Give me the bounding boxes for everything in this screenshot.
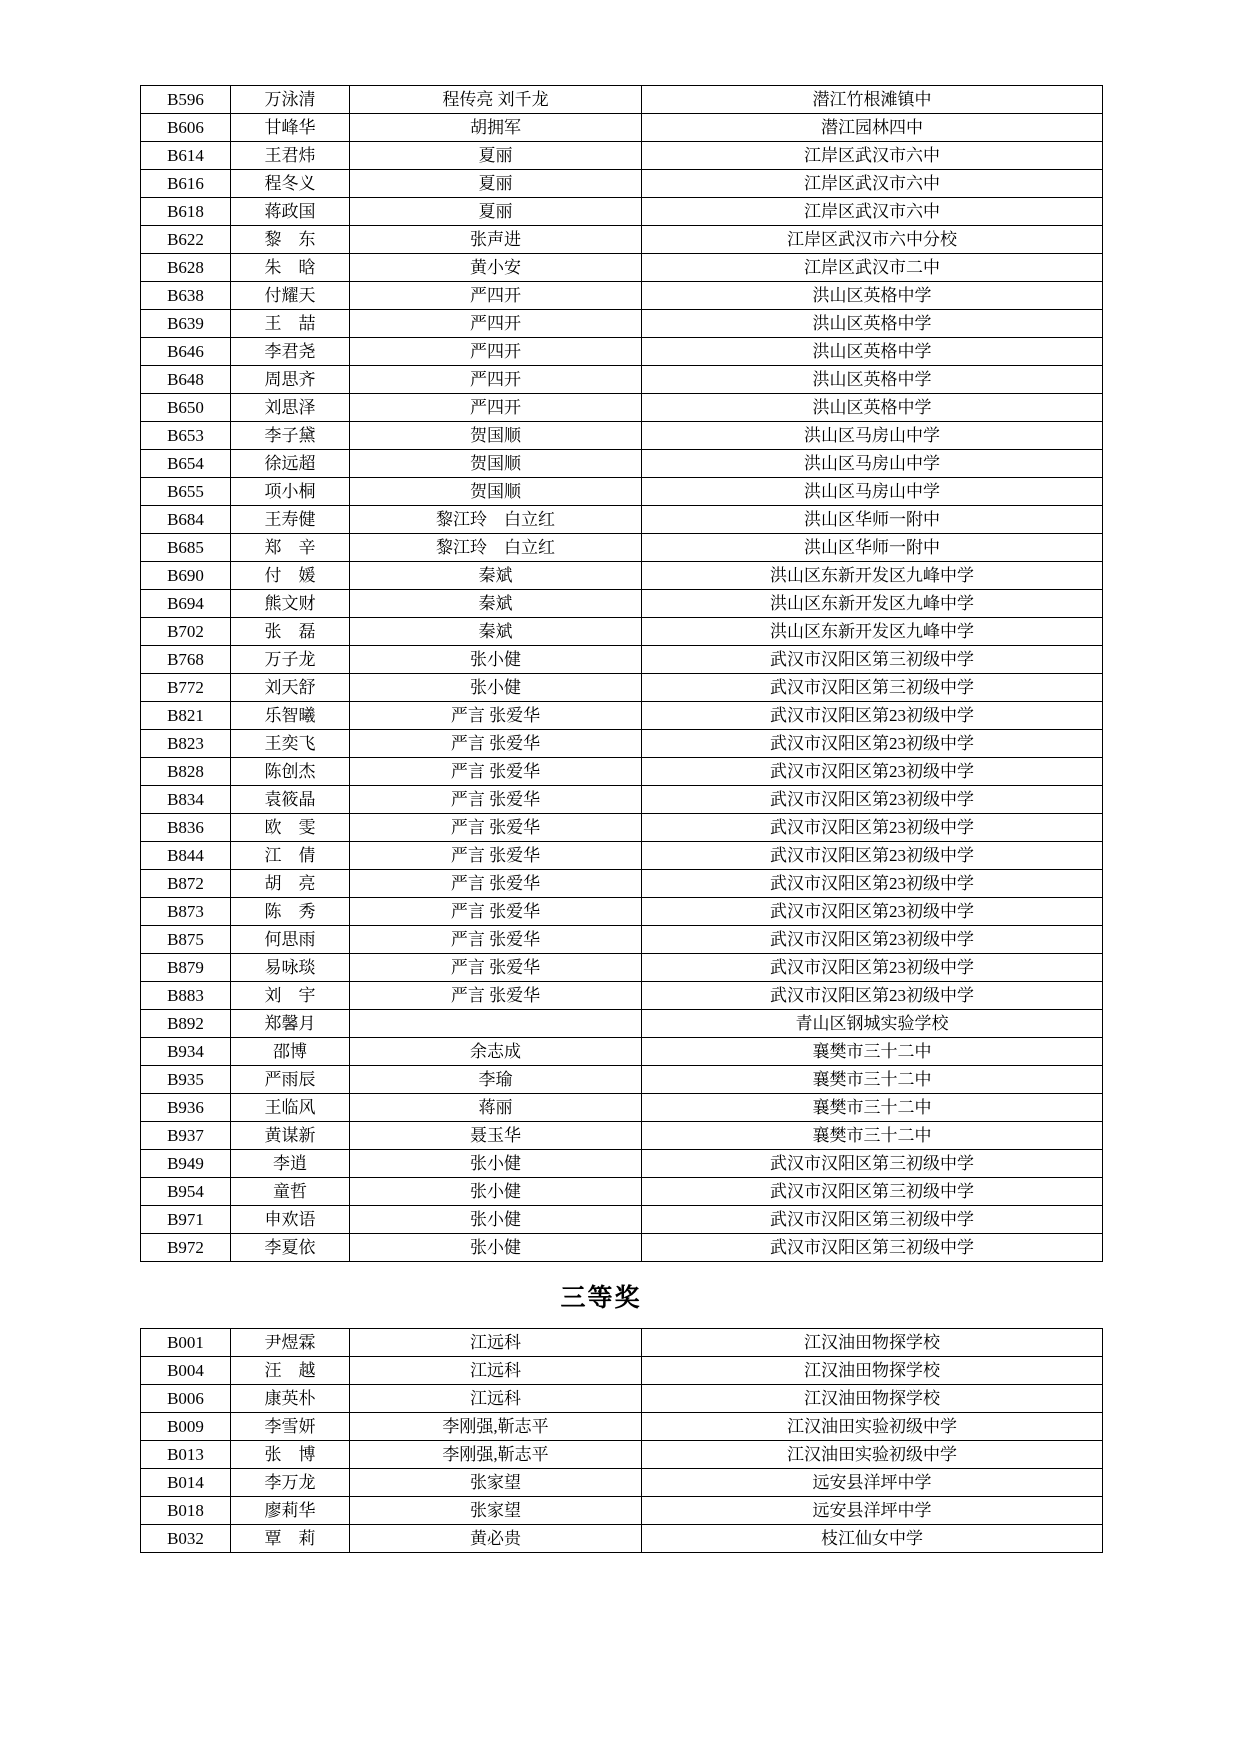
cell-teacher: 严四开 bbox=[350, 282, 642, 310]
cell-student: 程冬义 bbox=[231, 170, 350, 198]
cell-school: 远安县洋坪中学 bbox=[642, 1469, 1103, 1497]
cell-student: 朱 晗 bbox=[231, 254, 350, 282]
cell-id: B690 bbox=[141, 562, 231, 590]
table-row bbox=[141, 702, 1103, 730]
cell-teacher: 江远科 bbox=[350, 1329, 642, 1357]
cell-school: 江岸区武汉市六中分校 bbox=[642, 226, 1103, 254]
cell-id: B879 bbox=[141, 954, 231, 982]
table-row bbox=[141, 1010, 1103, 1038]
awards-table-1-body bbox=[141, 86, 1103, 1262]
cell-id: B875 bbox=[141, 926, 231, 954]
cell-school: 洪山区马房山中学 bbox=[642, 450, 1103, 478]
cell-school: 武汉市汉阳区第23初级中学 bbox=[642, 926, 1103, 954]
cell-id: B936 bbox=[141, 1094, 231, 1122]
table-row bbox=[141, 1150, 1103, 1178]
cell-school: 青山区钢城实验学校 bbox=[642, 1010, 1103, 1038]
cell-id: B684 bbox=[141, 506, 231, 534]
cell-teacher: 贺国顺 bbox=[350, 478, 642, 506]
cell-school: 远安县洋坪中学 bbox=[642, 1497, 1103, 1525]
cell-teacher: 严四开 bbox=[350, 338, 642, 366]
cell-student: 申欢语 bbox=[231, 1206, 350, 1234]
cell-school: 洪山区东新开发区九峰中学 bbox=[642, 590, 1103, 618]
table-row bbox=[141, 1206, 1103, 1234]
cell-teacher: 严言 张爱华 bbox=[350, 926, 642, 954]
cell-student: 蒋政国 bbox=[231, 198, 350, 226]
cell-student: 袁筱晶 bbox=[231, 786, 350, 814]
cell-school: 江岸区武汉市二中 bbox=[642, 254, 1103, 282]
cell-student: 汪 越 bbox=[231, 1357, 350, 1385]
cell-teacher: 秦斌 bbox=[350, 590, 642, 618]
cell-teacher: 严言 张爱华 bbox=[350, 982, 642, 1010]
table-row bbox=[141, 394, 1103, 422]
cell-teacher: 严言 张爱华 bbox=[350, 730, 642, 758]
table-row bbox=[141, 1441, 1103, 1469]
cell-school: 江岸区武汉市六中 bbox=[642, 170, 1103, 198]
table-row bbox=[141, 366, 1103, 394]
cell-student: 何思雨 bbox=[231, 926, 350, 954]
cell-id: B013 bbox=[141, 1441, 231, 1469]
cell-teacher: 张小健 bbox=[350, 674, 642, 702]
cell-teacher: 秦斌 bbox=[350, 618, 642, 646]
awards-table-2 bbox=[140, 1328, 1103, 1553]
cell-school: 武汉市汉阳区第三初级中学 bbox=[642, 646, 1103, 674]
table-row bbox=[141, 1066, 1103, 1094]
table-row bbox=[141, 198, 1103, 226]
table-row bbox=[141, 114, 1103, 142]
table-row bbox=[141, 450, 1103, 478]
cell-teacher: 李刚强,靳志平 bbox=[350, 1441, 642, 1469]
table-row bbox=[141, 1357, 1103, 1385]
cell-student: 刘天舒 bbox=[231, 674, 350, 702]
cell-teacher: 严言 张爱华 bbox=[350, 898, 642, 926]
cell-student: 刘思泽 bbox=[231, 394, 350, 422]
cell-teacher: 贺国顺 bbox=[350, 450, 642, 478]
cell-student: 王 喆 bbox=[231, 310, 350, 338]
cell-id: B004 bbox=[141, 1357, 231, 1385]
cell-id: B648 bbox=[141, 366, 231, 394]
cell-school: 江汉油田物探学校 bbox=[642, 1357, 1103, 1385]
cell-student: 李夏依 bbox=[231, 1234, 350, 1262]
table-row bbox=[141, 1329, 1103, 1357]
cell-teacher: 胡拥军 bbox=[350, 114, 642, 142]
cell-school: 武汉市汉阳区第23初级中学 bbox=[642, 870, 1103, 898]
cell-id: B834 bbox=[141, 786, 231, 814]
cell-id: B844 bbox=[141, 842, 231, 870]
table-row bbox=[141, 926, 1103, 954]
cell-id: B639 bbox=[141, 310, 231, 338]
cell-student: 欧 雯 bbox=[231, 814, 350, 842]
cell-school: 武汉市汉阳区第23初级中学 bbox=[642, 842, 1103, 870]
cell-id: B032 bbox=[141, 1525, 231, 1553]
cell-school: 洪山区东新开发区九峰中学 bbox=[642, 562, 1103, 590]
cell-school: 襄樊市三十二中 bbox=[642, 1094, 1103, 1122]
table-row bbox=[141, 170, 1103, 198]
cell-student: 康英朴 bbox=[231, 1385, 350, 1413]
table-row bbox=[141, 1038, 1103, 1066]
cell-student: 王临风 bbox=[231, 1094, 350, 1122]
section-title-third-prize: 三等奖 bbox=[560, 1284, 642, 1312]
cell-id: B001 bbox=[141, 1329, 231, 1357]
cell-school: 潜江竹根滩镇中 bbox=[642, 86, 1103, 114]
cell-school: 江汉油田物探学校 bbox=[642, 1385, 1103, 1413]
cell-school: 武汉市汉阳区第23初级中学 bbox=[642, 702, 1103, 730]
cell-teacher: 秦斌 bbox=[350, 562, 642, 590]
cell-teacher: 张小健 bbox=[350, 646, 642, 674]
cell-school: 江岸区武汉市六中 bbox=[642, 142, 1103, 170]
cell-teacher: 张家望 bbox=[350, 1469, 642, 1497]
cell-teacher: 黄小安 bbox=[350, 254, 642, 282]
cell-school: 洪山区马房山中学 bbox=[642, 422, 1103, 450]
cell-student: 付耀天 bbox=[231, 282, 350, 310]
cell-teacher: 张小健 bbox=[350, 1234, 642, 1262]
cell-teacher: 严四开 bbox=[350, 366, 642, 394]
table-row bbox=[141, 1497, 1103, 1525]
cell-teacher: 严四开 bbox=[350, 394, 642, 422]
cell-teacher: 蒋丽 bbox=[350, 1094, 642, 1122]
cell-student: 付 媛 bbox=[231, 562, 350, 590]
cell-school: 襄樊市三十二中 bbox=[642, 1038, 1103, 1066]
cell-school: 武汉市汉阳区第三初级中学 bbox=[642, 1150, 1103, 1178]
cell-school: 武汉市汉阳区第23初级中学 bbox=[642, 786, 1103, 814]
cell-id: B655 bbox=[141, 478, 231, 506]
cell-teacher: 黄必贵 bbox=[350, 1525, 642, 1553]
cell-school: 江岸区武汉市六中 bbox=[642, 198, 1103, 226]
cell-student: 陈 秀 bbox=[231, 898, 350, 926]
cell-school: 洪山区华师一附中 bbox=[642, 534, 1103, 562]
cell-student: 陈创杰 bbox=[231, 758, 350, 786]
table-row bbox=[141, 1122, 1103, 1150]
cell-teacher: 江远科 bbox=[350, 1385, 642, 1413]
cell-id: B685 bbox=[141, 534, 231, 562]
cell-school: 武汉市汉阳区第三初级中学 bbox=[642, 1178, 1103, 1206]
cell-student: 李万龙 bbox=[231, 1469, 350, 1497]
cell-student: 王寿健 bbox=[231, 506, 350, 534]
cell-school: 枝江仙女中学 bbox=[642, 1525, 1103, 1553]
cell-id: B883 bbox=[141, 982, 231, 1010]
cell-teacher: 黎江玲 白立红 bbox=[350, 506, 642, 534]
cell-student: 李逍 bbox=[231, 1150, 350, 1178]
cell-id: B972 bbox=[141, 1234, 231, 1262]
cell-id: B954 bbox=[141, 1178, 231, 1206]
cell-school: 洪山区英格中学 bbox=[642, 366, 1103, 394]
cell-student: 万泳清 bbox=[231, 86, 350, 114]
cell-id: B949 bbox=[141, 1150, 231, 1178]
table-row bbox=[141, 982, 1103, 1010]
table-row bbox=[141, 1178, 1103, 1206]
table-row bbox=[141, 310, 1103, 338]
cell-student: 熊文财 bbox=[231, 590, 350, 618]
cell-school: 洪山区英格中学 bbox=[642, 338, 1103, 366]
cell-school: 洪山区英格中学 bbox=[642, 282, 1103, 310]
cell-teacher: 严言 张爱华 bbox=[350, 758, 642, 786]
cell-teacher: 贺国顺 bbox=[350, 422, 642, 450]
table-row bbox=[141, 534, 1103, 562]
cell-student: 徐远超 bbox=[231, 450, 350, 478]
cell-id: B606 bbox=[141, 114, 231, 142]
cell-id: B702 bbox=[141, 618, 231, 646]
cell-id: B014 bbox=[141, 1469, 231, 1497]
table-row bbox=[141, 1413, 1103, 1441]
cell-school: 武汉市汉阳区第23初级中学 bbox=[642, 814, 1103, 842]
cell-student: 童哲 bbox=[231, 1178, 350, 1206]
cell-id: B772 bbox=[141, 674, 231, 702]
cell-teacher: 严言 张爱华 bbox=[350, 870, 642, 898]
cell-student: 郑 辛 bbox=[231, 534, 350, 562]
cell-teacher: 程传亮 刘千龙 bbox=[350, 86, 642, 114]
cell-teacher: 余志成 bbox=[350, 1038, 642, 1066]
table-row bbox=[141, 422, 1103, 450]
cell-teacher: 李瑜 bbox=[350, 1066, 642, 1094]
cell-id: B872 bbox=[141, 870, 231, 898]
cell-id: B618 bbox=[141, 198, 231, 226]
cell-id: B653 bbox=[141, 422, 231, 450]
cell-student: 易咏琰 bbox=[231, 954, 350, 982]
table-row bbox=[141, 814, 1103, 842]
cell-student: 甘峰华 bbox=[231, 114, 350, 142]
cell-student: 李君尧 bbox=[231, 338, 350, 366]
cell-id: B873 bbox=[141, 898, 231, 926]
table-row bbox=[141, 898, 1103, 926]
cell-id: B654 bbox=[141, 450, 231, 478]
cell-school: 武汉市汉阳区第23初级中学 bbox=[642, 898, 1103, 926]
cell-student: 黄谋新 bbox=[231, 1122, 350, 1150]
cell-teacher: 张声进 bbox=[350, 226, 642, 254]
table-row bbox=[141, 86, 1103, 114]
cell-student: 江 倩 bbox=[231, 842, 350, 870]
table-row bbox=[141, 142, 1103, 170]
cell-school: 武汉市汉阳区第23初级中学 bbox=[642, 954, 1103, 982]
cell-id: B971 bbox=[141, 1206, 231, 1234]
table-row bbox=[141, 1469, 1103, 1497]
cell-student: 乐智曦 bbox=[231, 702, 350, 730]
cell-id: B823 bbox=[141, 730, 231, 758]
cell-school: 潜江园林四中 bbox=[642, 114, 1103, 142]
cell-id: B638 bbox=[141, 282, 231, 310]
cell-id: B828 bbox=[141, 758, 231, 786]
cell-school: 武汉市汉阳区第三初级中学 bbox=[642, 674, 1103, 702]
cell-school: 襄樊市三十二中 bbox=[642, 1122, 1103, 1150]
table-row bbox=[141, 1094, 1103, 1122]
cell-teacher: 江远科 bbox=[350, 1357, 642, 1385]
cell-id: B650 bbox=[141, 394, 231, 422]
table-row bbox=[141, 842, 1103, 870]
cell-school: 江汉油田实验初级中学 bbox=[642, 1441, 1103, 1469]
cell-student: 黎 东 bbox=[231, 226, 350, 254]
cell-student: 李雪妍 bbox=[231, 1413, 350, 1441]
table-row bbox=[141, 254, 1103, 282]
table-row bbox=[141, 758, 1103, 786]
cell-student: 万子龙 bbox=[231, 646, 350, 674]
cell-id: B009 bbox=[141, 1413, 231, 1441]
table-row bbox=[141, 1234, 1103, 1262]
cell-student: 张 博 bbox=[231, 1441, 350, 1469]
cell-teacher: 严言 张爱华 bbox=[350, 786, 642, 814]
cell-student: 王奕飞 bbox=[231, 730, 350, 758]
cell-student: 覃 莉 bbox=[231, 1525, 350, 1553]
cell-id: B935 bbox=[141, 1066, 231, 1094]
cell-id: B006 bbox=[141, 1385, 231, 1413]
cell-teacher: 夏丽 bbox=[350, 198, 642, 226]
cell-student: 廖莉华 bbox=[231, 1497, 350, 1525]
cell-id: B892 bbox=[141, 1010, 231, 1038]
cell-school: 洪山区马房山中学 bbox=[642, 478, 1103, 506]
cell-teacher bbox=[350, 1010, 642, 1038]
cell-school: 洪山区东新开发区九峰中学 bbox=[642, 618, 1103, 646]
cell-student: 张 磊 bbox=[231, 618, 350, 646]
cell-id: B934 bbox=[141, 1038, 231, 1066]
cell-teacher: 夏丽 bbox=[350, 142, 642, 170]
cell-id: B614 bbox=[141, 142, 231, 170]
cell-school: 洪山区华师一附中 bbox=[642, 506, 1103, 534]
table-row bbox=[141, 282, 1103, 310]
cell-teacher: 张小健 bbox=[350, 1178, 642, 1206]
cell-teacher: 李刚强,靳志平 bbox=[350, 1413, 642, 1441]
table-row bbox=[141, 870, 1103, 898]
cell-school: 武汉市汉阳区第23初级中学 bbox=[642, 730, 1103, 758]
cell-school: 江汉油田物探学校 bbox=[642, 1329, 1103, 1357]
cell-school: 武汉市汉阳区第三初级中学 bbox=[642, 1206, 1103, 1234]
cell-id: B622 bbox=[141, 226, 231, 254]
cell-student: 邵博 bbox=[231, 1038, 350, 1066]
cell-student: 严雨辰 bbox=[231, 1066, 350, 1094]
cell-school: 武汉市汉阳区第23初级中学 bbox=[642, 982, 1103, 1010]
table-row bbox=[141, 674, 1103, 702]
cell-school: 洪山区英格中学 bbox=[642, 394, 1103, 422]
cell-student: 王君炜 bbox=[231, 142, 350, 170]
table-row bbox=[141, 506, 1103, 534]
cell-id: B616 bbox=[141, 170, 231, 198]
cell-school: 襄樊市三十二中 bbox=[642, 1066, 1103, 1094]
awards-table-1 bbox=[140, 85, 1103, 1262]
awards-table-2-body bbox=[141, 1329, 1103, 1553]
table-row bbox=[141, 730, 1103, 758]
cell-school: 武汉市汉阳区第三初级中学 bbox=[642, 1234, 1103, 1262]
table-row bbox=[141, 590, 1103, 618]
table-row bbox=[141, 786, 1103, 814]
table-row bbox=[141, 226, 1103, 254]
table-row bbox=[141, 954, 1103, 982]
cell-teacher: 聂玉华 bbox=[350, 1122, 642, 1150]
cell-id: B768 bbox=[141, 646, 231, 674]
table-row bbox=[141, 562, 1103, 590]
cell-teacher: 夏丽 bbox=[350, 170, 642, 198]
cell-teacher: 黎江玲 白立红 bbox=[350, 534, 642, 562]
cell-id: B596 bbox=[141, 86, 231, 114]
cell-teacher: 严言 张爱华 bbox=[350, 842, 642, 870]
cell-teacher: 严言 张爱华 bbox=[350, 814, 642, 842]
cell-id: B018 bbox=[141, 1497, 231, 1525]
cell-student: 项小桐 bbox=[231, 478, 350, 506]
cell-student: 胡 亮 bbox=[231, 870, 350, 898]
cell-school: 洪山区英格中学 bbox=[642, 310, 1103, 338]
cell-id: B836 bbox=[141, 814, 231, 842]
cell-student: 周思齐 bbox=[231, 366, 350, 394]
cell-student: 刘 宇 bbox=[231, 982, 350, 1010]
cell-student: 郑馨月 bbox=[231, 1010, 350, 1038]
cell-id: B646 bbox=[141, 338, 231, 366]
cell-school: 武汉市汉阳区第23初级中学 bbox=[642, 758, 1103, 786]
cell-id: B694 bbox=[141, 590, 231, 618]
table-row bbox=[141, 478, 1103, 506]
cell-teacher: 严言 张爱华 bbox=[350, 702, 642, 730]
table-row bbox=[141, 1385, 1103, 1413]
cell-id: B937 bbox=[141, 1122, 231, 1150]
cell-teacher: 张家望 bbox=[350, 1497, 642, 1525]
cell-teacher: 严言 张爱华 bbox=[350, 954, 642, 982]
cell-student: 李子黛 bbox=[231, 422, 350, 450]
table-row bbox=[141, 1525, 1103, 1553]
cell-id: B628 bbox=[141, 254, 231, 282]
cell-teacher: 严四开 bbox=[350, 310, 642, 338]
cell-student: 尹煜霖 bbox=[231, 1329, 350, 1357]
cell-id: B821 bbox=[141, 702, 231, 730]
cell-teacher: 张小健 bbox=[350, 1150, 642, 1178]
cell-school: 江汉油田实验初级中学 bbox=[642, 1413, 1103, 1441]
cell-teacher: 张小健 bbox=[350, 1206, 642, 1234]
table-row bbox=[141, 618, 1103, 646]
table-row bbox=[141, 646, 1103, 674]
table-row bbox=[141, 338, 1103, 366]
